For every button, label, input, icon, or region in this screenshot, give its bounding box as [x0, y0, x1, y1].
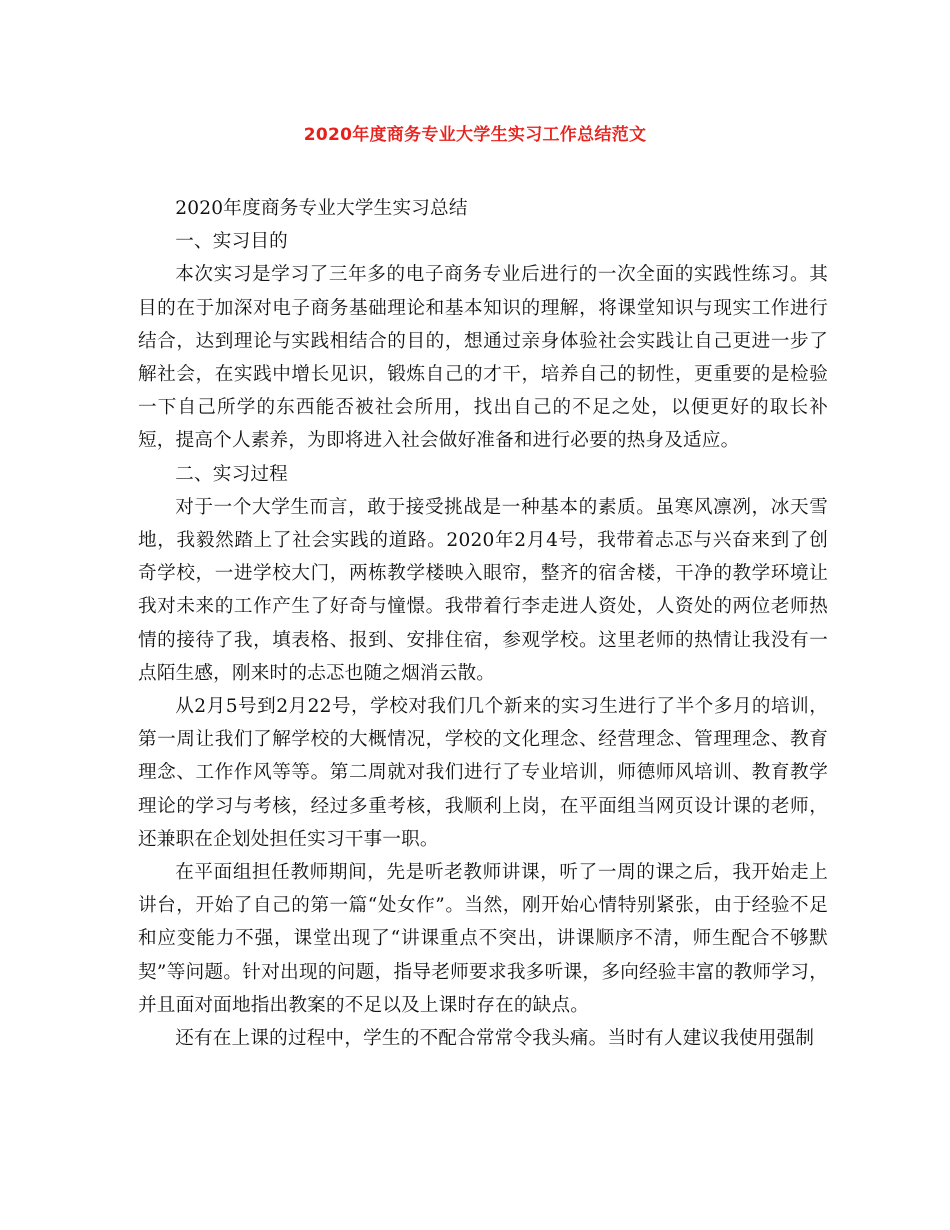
- paragraph: 从2月5号到2月22号，学校对我们几个新来的实习生进行了半个多月的培训，第一周让我们了解学校的大概情况，学校的文化理念、经营理念、管理理念、教育理念、工作作风等等。第二周就对我们进行了专业培训，师德师风培训、教育教学理论的学习与考核，经过多重考核，我顺利上岗，在平面组当网页设计课的老师，还兼职在企划处担任实习干事一职。: [138, 696, 828, 850]
- paragraph: 还有在上课的过程中，学生的不配合常常令我头痛。当时有人建议我使用强制: [175, 1028, 815, 1050]
- paragraph: 本次实习是学习了三年多的电子商务专业后进行的一次全面的实践性练习。其目的在于加深对电子商务基础理论和基本知识的理解，将课堂知识与现实工作进行结合，达到理论与实践相结合的目的，想通过亲身体验社会实践让自己更进一步了解社会，在实践中增长见识，锻炼自己的才干，培养自己的韧性，更重要的是检验一下自己所学的东西能否被社会所用，找出自己的不足之处，以便更好的取长补短，提高个人素养，为即将进入社会做好准备和进行必要的热身及适应。: [138, 264, 828, 452]
- paragraph: 对于一个大学生而言，敢于接受挑战是一种基本的素质。虽寒风凛冽，冰天雪地，我毅然踏上了社会实践的道路。2020年2月4号，我带着忐忑与兴奋来到了创奇学校，一进学校大门，两栋教学楼映入眼帘，整齐的宿舍楼，干净的教学环境让我对未来的工作产生了好奇与憧憬。我带着行李走进人资处，人资处的两位老师热情的接待了我，填表格、报到、安排住宿，参观学校。这里老师的热情让我没有一点陌生感，刚来时的忐忑也随之烟消云散。: [138, 496, 828, 684]
- section-heading-process: 二、实习过程: [175, 463, 288, 485]
- section-heading-purpose: 一、实习目的: [175, 231, 288, 253]
- document-title: 2020年度商务专业大学生实习工作总结范文: [303, 125, 647, 145]
- paragraph-subtitle: 2020年度商务专业大学生实习总结: [175, 198, 468, 219]
- document-body: [138, 192, 828, 1055]
- paragraph: 在平面组担任教师期间，先是听老教师讲课，听了一周的课之后，我开始走上讲台，开始了自己的第一篇“处女作”。当然，刚开始心情特别紧张，由于经验不足和应变能力不强，课堂出现了“讲课重点不突出，讲课顺序不清，师生配合不够默契”等问题。针对出现的问题，指导老师要求我多听课，多向经验丰富的教师学习，并且面对面地指出教案的不足以及上课时存在的缺点。: [138, 862, 828, 1016]
